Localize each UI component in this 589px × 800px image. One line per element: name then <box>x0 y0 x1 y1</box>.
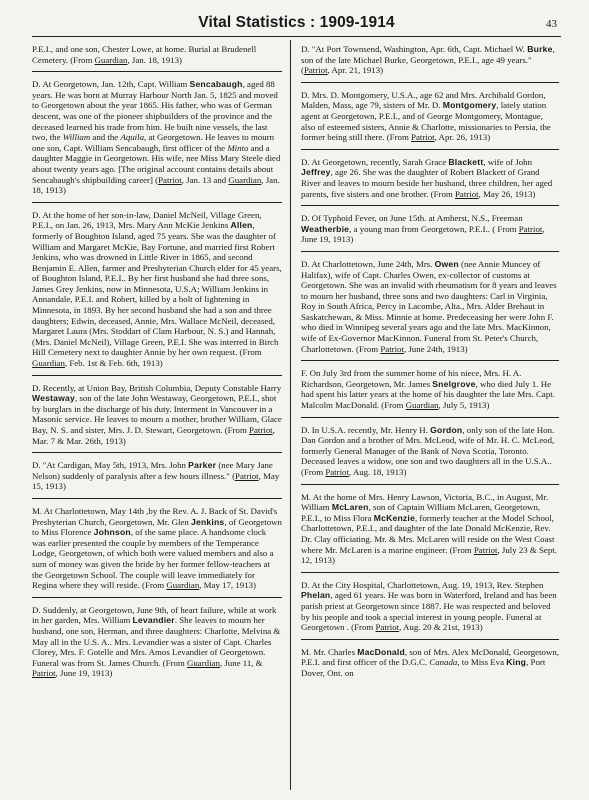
record-entry <box>32 502 285 598</box>
vessel-name: William <box>62 132 91 143</box>
entry-text: (nee Annie Muncey of Halifax), wife of Capt. Charles Owen, ex-collector of customs at Georgetown. She was an invalid with rheumatism for 8 years and leaves to mourn her husband, three sons and two daughters: Carl in Virginia, Roy in South Africa, Percy in Lacombe, Alta., Mrs. Alder Brehaut in Saskatchewan, & Miss. Minnie at home. Predeceasing her were John F. who died in Winnipeg several years ago and the late Mrs. MacKinnon, wife of Ex-Governor MacKinnon. Funeral from St. Peter's Church, Charlottetown. (From <box>301 258 559 354</box>
entry-text: , Aug. 20 & 21st, 1913) <box>399 622 483 633</box>
entry-text: , July 23 & Sept. 12, 1913) <box>301 544 560 566</box>
entry-text: , June 11, & <box>219 657 265 668</box>
surname: Jenkins <box>191 516 225 527</box>
entry-text: D. At Georgetown, Jan. 12th, Capt. William <box>32 79 190 90</box>
source-name: Patriot <box>380 343 404 354</box>
entry-text: , son of the late Michael Burke, Georgetown, P.E.I., age 49 years." ( <box>301 44 558 76</box>
entry-text: , Jan. 18, 1913) <box>127 54 182 65</box>
right-column <box>301 40 562 790</box>
page-number: 43 <box>546 18 557 30</box>
entry-text: D. Suddenly, at Georgetown, June 9th, of heart failure, while at work in her garden, Mrs. William <box>32 604 279 626</box>
entry-text: , lately station agent at Georgetown, P.E.I., and of George Montgomery, Montague, also of esteemed sisters, Annie & Charlotte, missionaries to Persia, the former being still there. (From <box>301 100 554 143</box>
vessel-name: Canada <box>429 657 458 668</box>
entry-text: D. In U.S.A. recently, Mr. Henry H. <box>301 424 431 435</box>
surname: Jeffrey <box>301 167 331 178</box>
source-name: Patriot <box>249 425 273 435</box>
record-entry <box>32 75 282 203</box>
surname: McLaren <box>331 502 369 513</box>
source-name: Patriot <box>235 470 259 481</box>
entry-text: , formerly teacher at the Model School, Charlottetown, P.E.I., and daughter of the late Donald McKenzie, Rev. Dr. Clay officiating. Mr. & Mrs. McLaren will reside on the West Coast where Mr. McLaren is a marine engineer. (From <box>301 512 557 555</box>
source-name: Patriot <box>375 622 400 633</box>
entry-text: , of Georgetown to Miss Florence <box>32 516 285 538</box>
record-entry <box>301 86 559 150</box>
entry-text: , Mar. 7 & Mar. 26th, 1913) <box>32 425 278 446</box>
entry-text: M. Mr. Charles <box>301 646 358 657</box>
record-entry <box>301 488 559 573</box>
entry-text: and a daughter Maggie in Georgetown. His wife, nee Miss Mary Steele died about twenty years ago. [The original account contains details about Sencabaugh's shipbuilding career] ( <box>32 142 283 185</box>
vessel-name: Minto <box>227 142 249 153</box>
source-name: Patriot <box>411 132 435 143</box>
record-entry <box>32 40 282 72</box>
source-name: Patriot <box>32 668 56 679</box>
entry-text: D. "At Port Townsend, Washington, Apr. 6th, Capt. Michael W. <box>301 44 528 54</box>
source-name: Guardian <box>228 174 262 185</box>
surname: Johnson <box>93 527 131 538</box>
entry-text: D. At the City Hospital, Charlottetown, Aug. 19, 1913, Rev. Stephen <box>301 579 546 590</box>
surname: Blackett <box>448 156 484 167</box>
entry-text: , son of the late John Westaway, Georgetown, P.E.I., shot by burglars in the discharge of his duty. Interment in Vancouver in a Masonic service. He leaves to mourn a mother, brother William, Glace Bay, N. S. and sister, Mrs. J. D. Stewart, Georgetown. (From <box>32 393 285 435</box>
entry-text: D. Of Typhoid Fever, on June 15th. at Amherst, N.S., Freeman <box>301 213 525 224</box>
surname: Gordon <box>430 424 463 435</box>
entry-text: , son of Captain William McLaren, Georgetown, P.E.I., to Miss Flora <box>301 502 543 523</box>
surname: Levandier <box>132 615 175 626</box>
surname: Snelgrove <box>432 378 476 389</box>
source-name: Guardian <box>166 580 200 591</box>
entry-text: , Aug. 18, 1913) <box>348 467 407 477</box>
page-header <box>32 12 561 36</box>
entry-text: , at Georgetown. He leaves to mourn one son, Capt. William Sencabaugh, first officer of the <box>32 132 277 153</box>
surname: McKenzie <box>373 512 415 523</box>
entry-text: , June 19, 1913) <box>301 223 547 245</box>
record-entry <box>32 601 282 685</box>
record-entry <box>301 255 559 361</box>
surname: Owen <box>434 258 459 269</box>
record-entry <box>301 643 562 685</box>
source-name: Patriot <box>518 223 543 234</box>
source-name: Guardian <box>405 400 439 411</box>
surname: Burke <box>527 44 553 54</box>
entry-text: , Apr. 21, 1913) <box>327 65 384 76</box>
entry-text: , wife of John <box>483 156 535 167</box>
left-column <box>32 40 285 790</box>
record-entry <box>301 576 559 640</box>
entry-text: , Apr. 26, 1913) <box>434 132 491 143</box>
entry-text: and the <box>90 132 121 143</box>
entry-text: , Jan. 18, 1913) <box>32 174 282 196</box>
entry-text: , Jan. 13 and <box>181 174 229 185</box>
entry-text: F. On July 3rd from the summer home of his niece, Mrs. H. A. Richardson, Georgetown, Mr. James <box>301 368 524 389</box>
entry-text: M. At Charlottetown, May 14th ,by the Rev. A. J. Back of St. David's Presbyterian Church, Georgetown, Mr. Glen <box>32 505 280 527</box>
header-rule <box>32 36 561 37</box>
vessel-name: Aquila <box>120 132 145 143</box>
entry-text: M. At the home of Mrs. Henry Lawson, Victoria, B.C., in August, Mr. William <box>301 491 551 513</box>
entry-text: (nee Mary Jane Nelson) suddenly of paralysis after a few hours illness." ( <box>32 460 276 481</box>
source-name: Guardian <box>94 54 128 65</box>
entry-text: , aged 88 years. He was born at Murray Harbour North Jan. 5, 1825 and moved to Georgetown about the year 1865. His father, who was of German descent, was one of the pioneer shipbuilders of the province and the deceased learned his trade from him. He built nine vessels, the last two, the <box>32 79 281 143</box>
entry-text: , a young man from Georgetown, P.E.I.. ( From <box>349 223 519 234</box>
source-name: Patriot <box>158 174 182 185</box>
source-name: Patriot <box>303 65 328 76</box>
surname: Allen <box>230 220 253 231</box>
record-entry <box>301 40 559 83</box>
entry-text: , only son of the late Hon. Dan Gordon and a brother of Mrs. McLeod, wife of Mr. H. C. McLeod, formerly General Manager of the Bank of Nova Scotia, Toronto. Deceased leaves a widow, one son and two daughters all in the U.S.A..(From <box>301 424 557 477</box>
surname: King <box>506 657 527 668</box>
record-entry <box>301 364 559 417</box>
entry-text: . She leaves to mourn her husband, one son, Herman, and three daughters: Charlotte, Melvina & May all in the U.S. A.. Mrs. Levandier was a sister of Capt. Charles Clorey, Mrs. F. Gotelle and Mrs. Amos Levandier of Georgetown. Funeral was from St. James Church. (From <box>32 615 283 668</box>
surname: Westaway <box>32 393 75 404</box>
entry-text: , June 24th, 1913) <box>403 343 468 354</box>
entry-text: , son of Mrs. Alex McDonald, Georgetown, P.E.I. and first officer of the D.G.C. <box>301 646 562 668</box>
column-divider <box>290 40 291 790</box>
source-name: Patriot <box>455 188 479 199</box>
source-name: Patriot <box>325 467 349 477</box>
surname: Sencabaugh <box>189 79 243 90</box>
page-title: Vital Statistics : 1909-1914 <box>198 14 395 31</box>
surname: Phelan <box>301 590 331 601</box>
entry-text: , May 15, 1913) <box>32 470 282 492</box>
entry-text: , to Miss Eva <box>457 657 507 668</box>
source-name: Guardian <box>187 657 220 668</box>
surname: Weatherbie <box>301 223 350 234</box>
record-entry <box>32 456 282 499</box>
entry-text: , of the same place. A handsome clock was earlier presented the couple by members of the Temperance Lodge, Georgetown, of which both were valued members and also a sum of money was given the bride by her former fellow-teachers at the Georgetown School. The couple will leave immediately for Regina where they will reside. (From <box>32 527 276 591</box>
record-entry <box>32 206 282 376</box>
entry-text: , aged 61 years. He was born in Waterford, Ireland and has been parish priest at Georgetown since 1887. He was respected and beloved by his people and took a special interest in young people. Funeral at Georgetown . (From <box>301 590 559 633</box>
entry-text: , who died July 1. He had spent his latter years at the home of his daughter the late Mrs. Capt. Malcolm MacDonald. (From <box>301 378 558 411</box>
entry-text: , June 19, 1913) <box>55 668 113 679</box>
surname: Parker <box>188 460 217 471</box>
entry-text: , July 5, 1913) <box>438 400 490 411</box>
entry-text: D. Mrs. D. Montgomery, U.S.A., age 62 and Mrs. Archibald Gordon, Malden, Mass, age 79, sisters of Mr. D. <box>301 89 548 111</box>
entry-text: D. "At Cardigan, May 5th, 1913, Mrs. John <box>32 460 189 471</box>
entry-text: , Feb. 1st & Feb. 6th, 1913) <box>64 358 163 369</box>
entry-text: D. Recently, at Union Bay, British Columbia, Deputy Constable Harry <box>32 382 284 393</box>
entry-text: , May 26, 1913) <box>478 188 536 199</box>
surname: MacDonald <box>357 646 405 657</box>
entry-text: , formerly of Boughton Island, aged 75 years. She was the daughter of William and Margaret McKie, Bay Fortune, and married first Robert Jenkins, who was drowned in Little River in 1865, and second Benjamin E. Allen, farmer and Presbyterian Church elder for 45 years, of Boughton Island, P.E.I.. By her first husband she had three sons, James Grey Jenkins, now in Minnesota, U.S.A; William Jenkins in Annandale, P.E.I. and Robert, killed by a bolt of lightening in Minnesota, in 1893. By her second husband she had a son and three daughters; Edwin, deceased, Annie, Mrs. Wallace McNeil, deceased, Margaret Laura (Mrs. Stoddart of Clam Harbour, N. S.) and Hannah, (Mrs. Daniel McNeil), Village Green, P.E.I. She was interred in Birch Hill Cemetery next to daughter Annie by her own request. (From <box>32 220 284 358</box>
source-name: Patriot <box>473 544 498 555</box>
record-entry <box>301 209 559 252</box>
record-entry <box>301 153 559 206</box>
entry-text: , Port Dover, Ont. on <box>301 657 548 678</box>
entry-text: D. At Georgetown, recently, Sarah Grace <box>301 156 449 167</box>
source-name: Guardian <box>32 358 65 369</box>
entry-text: , May 17, 1913) <box>199 580 256 591</box>
entry-text: D. At Charlottetown, June 24th, Mrs. <box>301 258 435 269</box>
entry-text: , age 26. She was the daughter of Robert Blackett of Grand River and leaves to mourn beside her husband, three children, her aged parents, five sisters and one brother. (From <box>301 167 555 199</box>
entry-text: D. At the home of her son-in-law, Daniel McNeil, Village Green, P.E.I., on Jan. 26, 1913, Mrs. Mary Ann McKie Jenkins <box>32 209 264 231</box>
entry-text: P.E.I., and one son, Chester Lowe, at home. Burial at Brudenell Cemetery. (From <box>32 44 259 65</box>
record-entry <box>301 421 559 485</box>
record-entry <box>32 379 285 454</box>
surname: Montgomery <box>442 100 497 111</box>
